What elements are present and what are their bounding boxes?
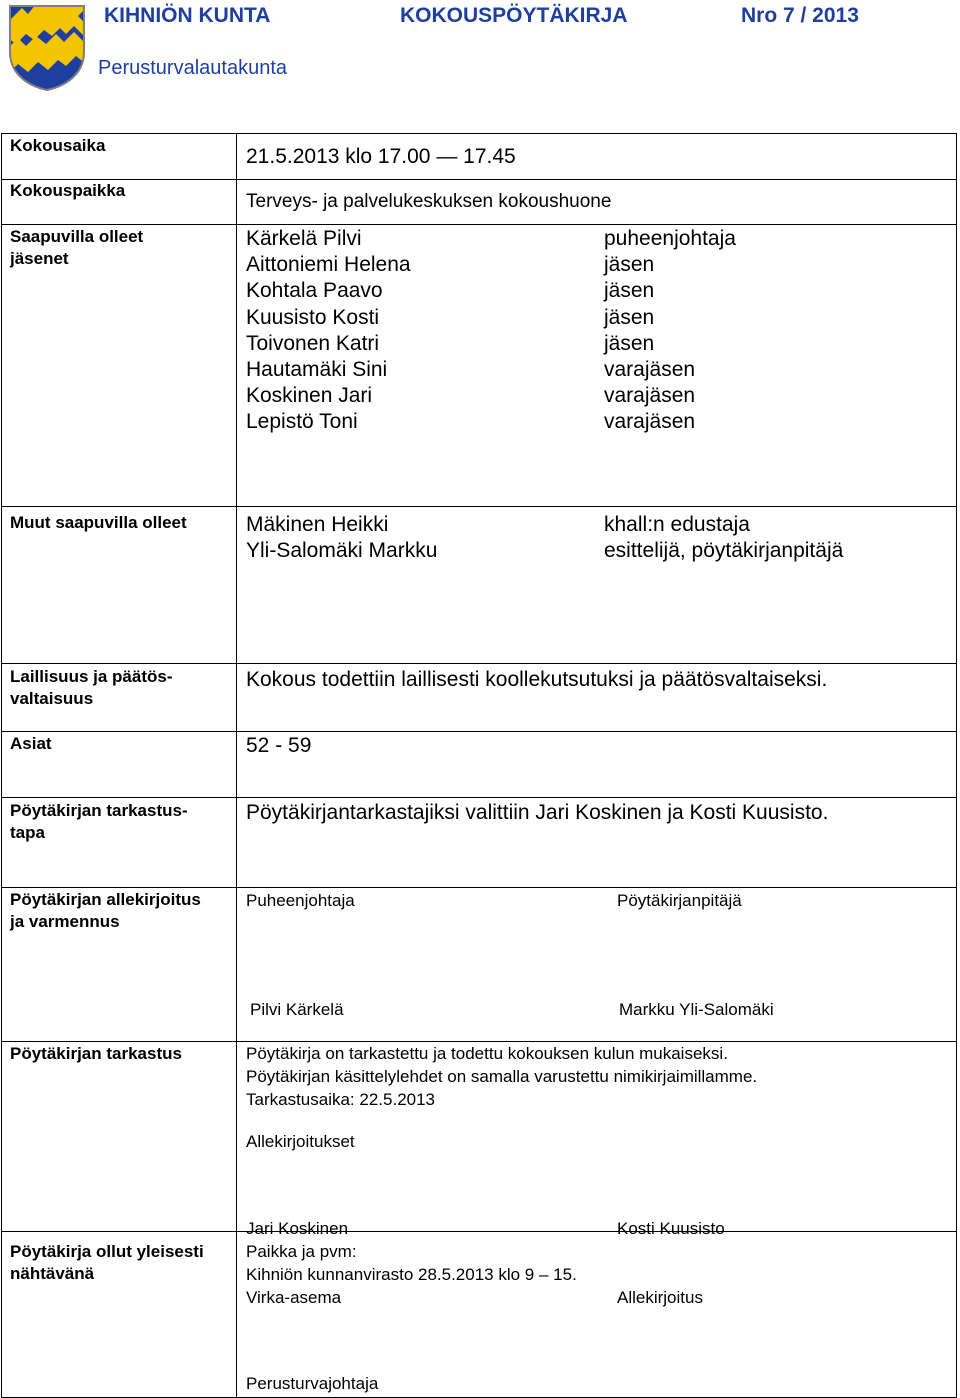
others-label: Muut saapuvilla olleet [10, 513, 187, 532]
public-place-date-label: Paikka ja pvm: [246, 1242, 357, 1261]
public-display-label: Pöytäkirja ollut yleisesti nähtävänä [10, 1242, 204, 1283]
municipality-name: KIHNIÖN KUNTA [104, 4, 271, 27]
public-place-date-value: Kihniön kunnanvirasto 28.5.2013 klo 9 – 15. [246, 1265, 577, 1284]
secretary-title: Pöytäkirjanpitäjä [617, 891, 742, 910]
member-name: Aittoniemi Helena [246, 253, 411, 277]
board-name: Perusturvalautakunta [98, 57, 288, 79]
signing-label: Pöytäkirjan allekirjoitus ja varmennus [10, 890, 201, 931]
review-line: Pöytäkirja on tarkastettu ja todettu kokouksen kulun mukaiseksi. [246, 1044, 728, 1063]
others-role-list [604, 512, 843, 564]
member-name: Kohtala Paavo [246, 279, 383, 303]
meeting-time-label: Kokousaika [10, 136, 106, 155]
member-role: jäsen [604, 331, 655, 355]
members-name-list [246, 226, 411, 436]
table-border-top [1, 133, 957, 134]
row-divider [1, 887, 957, 888]
member-role: varajäsen [604, 384, 696, 408]
review-date: Tarkastusaika: 22.5.2013 [246, 1090, 436, 1109]
review-label: Pöytäkirjan tarkastus [10, 1044, 182, 1063]
review-line: Pöytäkirjan käsittelylehdet on samalla varustettu nimikirjaimillamme. [246, 1067, 758, 1086]
meeting-time-value: 21.5.2013 klo 17.00 — 17.45 [246, 145, 516, 168]
row-divider [1, 179, 957, 180]
items-label: Asiat [10, 734, 52, 753]
secretary-name: Markku Yli-Salomäki [619, 1000, 774, 1019]
meeting-place-label: Kokouspaikka [10, 181, 126, 200]
table-border-right [956, 133, 957, 1398]
other-name: Mäkinen Heikki [246, 513, 389, 536]
review-text [246, 1042, 757, 1111]
other-name: Yli-Salomäki Markku [246, 539, 438, 563]
table-border-left [1, 133, 2, 1398]
position-value: Perusturvajohtaja [246, 1374, 379, 1393]
position-label: Virka-asema [246, 1288, 342, 1307]
items-value: 52 - 59 [246, 734, 312, 757]
document-type: KOKOUSPÖYTÄKIRJA [400, 4, 628, 27]
review-method-label: Pöytäkirjan tarkastus- tapa [10, 801, 188, 842]
chair-name: Pilvi Kärkelä [250, 1000, 344, 1019]
member-role: varajäsen [604, 410, 696, 434]
member-role: jäsen [604, 253, 655, 277]
member-role: jäsen [604, 279, 655, 303]
review-method-text: Pöytäkirjantarkastajiksi valittiin Jari Koskinen ja Kosti Kuusisto. [246, 801, 829, 824]
member-name: Kuusisto Kosti [246, 305, 380, 329]
member-role: varajäsen [604, 357, 696, 381]
signature-label: Allekirjoitus [617, 1288, 703, 1307]
members-label: Saapuvilla olleet jäsenet [10, 227, 144, 268]
reviewer-name: Kosti Kuusisto [617, 1219, 725, 1238]
legality-label: Laillisuus ja päätös- valtaisuus [10, 667, 173, 708]
member-name: Koskinen Jari [246, 384, 373, 408]
document-number: Nro 7 / 2013 [741, 4, 859, 27]
member-name: Kärkelä Pilvi [246, 227, 362, 250]
signatures-label: Allekirjoitukset [246, 1132, 355, 1151]
members-role-list [604, 226, 736, 436]
coat-of-arms-icon [8, 4, 86, 92]
minutes-table [1, 133, 957, 1398]
member-name: Lepistö Toni [246, 410, 358, 434]
row-divider [1, 797, 957, 798]
legality-text: Kokous todettiin laillisesti koollekutsutuksi ja päätösvaltaiseksi. [246, 668, 828, 691]
row-divider [1, 224, 957, 225]
member-role: jäsen [604, 305, 655, 329]
member-name: Toivonen Katri [246, 331, 380, 355]
row-divider [1, 731, 957, 732]
other-role: khall:n edustaja [604, 513, 750, 536]
reviewer-name: Jari Koskinen [246, 1219, 349, 1238]
member-role: puheenjohtaja [604, 227, 736, 250]
meeting-place-value: Terveys- ja palvelukeskuksen kokoushuone [246, 191, 612, 212]
row-divider [1, 663, 957, 664]
column-divider [236, 133, 237, 1398]
member-name: Hautamäki Sini [246, 357, 388, 381]
row-divider [1, 506, 957, 507]
row-divider [1, 1231, 957, 1232]
others-name-list [246, 512, 437, 564]
chair-title: Puheenjohtaja [246, 891, 355, 910]
other-role: esittelijä, pöytäkirjanpitäjä [604, 539, 844, 563]
